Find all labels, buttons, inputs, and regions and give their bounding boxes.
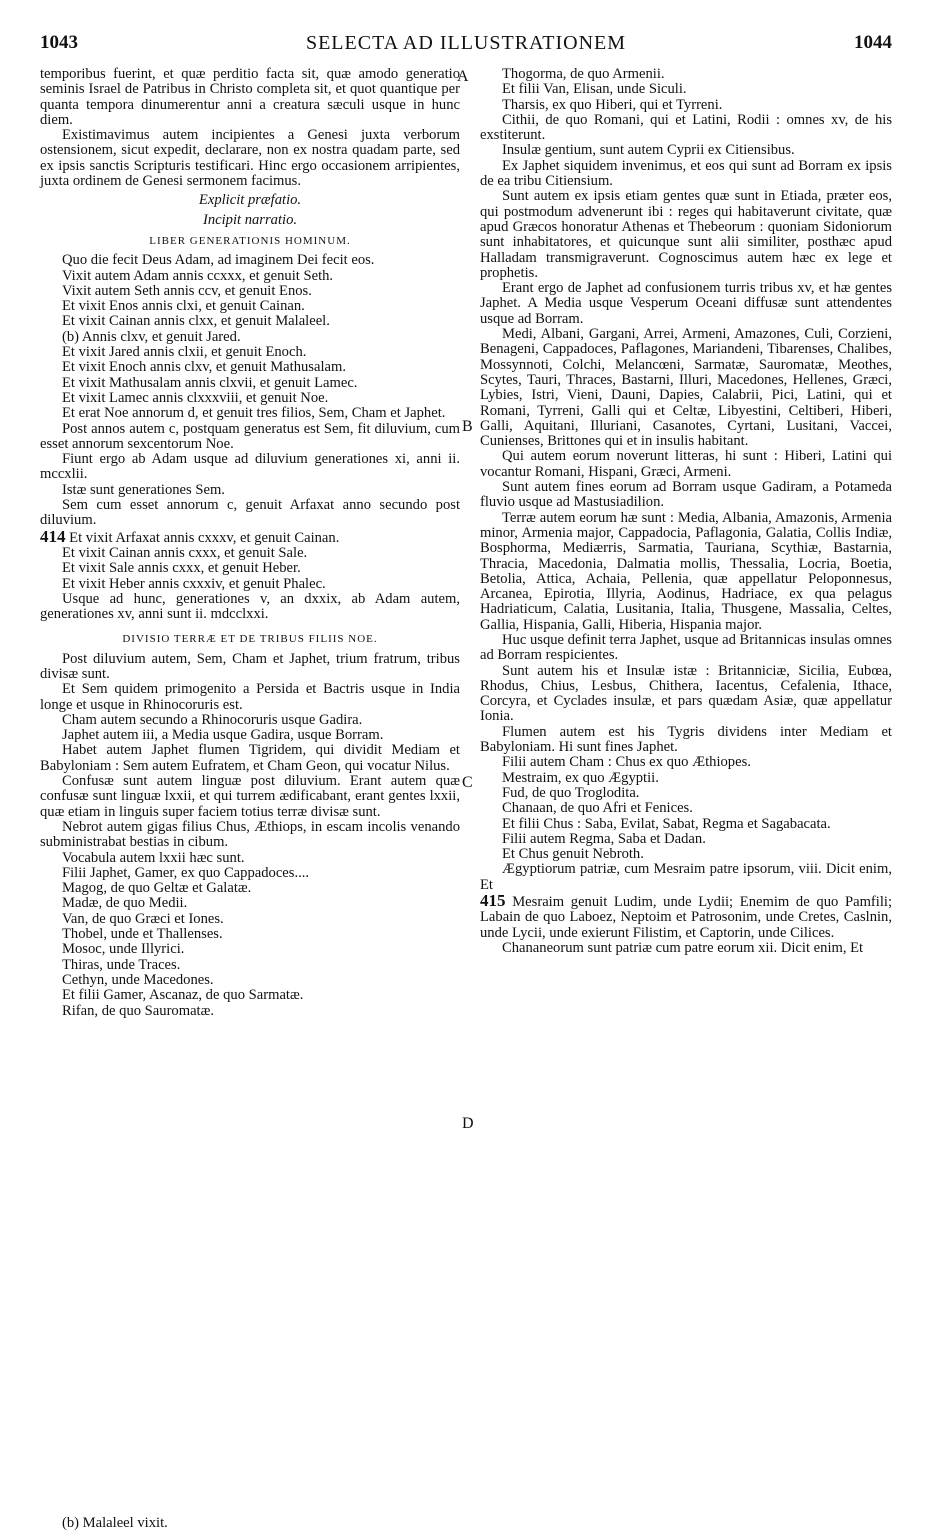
paragraph: Chananeorum sunt patriæ cum patre eorum xii. Dicit enim, Et bbox=[502, 939, 864, 956]
genealogy-line: Post annos autem c, postquam generatus est Sem, fit diluvium, cum esset annorum sexcentorum Noe. bbox=[40, 420, 460, 452]
list-item: Thiras, unde Traces. bbox=[62, 956, 181, 973]
paragraph: Habet autem Japhet flumen Tigridem, qui dividit Mediam et Babyloniam : Sem autem Eufratem, et Cham Geon, qui vocatur Nilus. bbox=[40, 742, 460, 774]
list-item: Rifan, de quo Sauromatæ. bbox=[62, 1002, 214, 1019]
genealogy-line: Et vixit Heber annis cxxxiv, et genuit Phalec. bbox=[62, 575, 326, 592]
section-heading: Incipit narratio. bbox=[202, 211, 298, 228]
paragraph: Cham autem secundo a Rhinocoruris usque Gadira. bbox=[62, 711, 363, 728]
paragraph: Post diluvium autem, Sem, Cham et Japhet, trium fratrum, tribus divisæ sunt. bbox=[40, 650, 460, 682]
section-heading: LIBER GENERATIONIS HOMINUM. bbox=[149, 234, 351, 247]
paragraph: Terræ autem eorum hæ sunt : Media, Albania, Amazonis, Armenia minor, Armenia major, Cappadocia, Paflagonia, Galatia, Collis Indiæ, Bosphorma, Mediærris, Sarmatia, Tauriana, Scythiæ, Bastarnia, Thracia, Macedonia, Dalmatia mollis, Thessalia, Locria, Boetia, Betolia, Attica, Achaia, Pellenia, quæ appellatur Peloponnesus, Arcanea, Epirotia, Illyria, Aodinus, Hadriace, ex qua pelagus Hadriaticum, Calatia, Lusitania, Italia, Thusgene, Massalia, Celtes, Gallia, Hispania, Galli, Hiberia, Hispania major. bbox=[480, 509, 892, 633]
paragraph: Qui autem eorum noverunt litteras, hi sunt : Hiberi, Latini qui vocantur Romani, Hispani, Græci, Armeni. bbox=[480, 448, 892, 480]
page-header bbox=[40, 32, 892, 56]
section-heading: Explicit præfatio. bbox=[198, 192, 302, 209]
list-item: Filii Japhet, Gamer, ex quo Cappadoces.... bbox=[62, 864, 310, 881]
list-item: Filii autem Regma, Saba et Dadan. bbox=[502, 830, 706, 847]
footnote: (b) Malaleel vixit. bbox=[62, 1515, 168, 1531]
page-number-left: 1043 bbox=[40, 32, 78, 53]
list-item: Et filii Van, Elisan, unde Siculi. bbox=[502, 81, 687, 98]
genealogy-line: Sem cum esset annorum c, genuit Arfaxat anno secundo post diluvium. bbox=[40, 497, 460, 529]
paragraph: Cithii, de quo Romani, qui et Latini, Rodii : omnes xv, de his exstiterunt. bbox=[480, 111, 892, 144]
list-item: Van, de quo Græci et Iones. bbox=[62, 910, 224, 927]
left-column bbox=[40, 67, 460, 1019]
genealogy-line: Et vixit Enoch annis clxv, et genuit Mathusalam. bbox=[62, 359, 346, 376]
genealogy-line: Et vixit Sale annis cxxx, et genuit Heber. bbox=[62, 560, 301, 577]
paragraph: Confusæ sunt autem linguæ post diluvium. Erant autem quæ confusæ sunt linguæ lxxii, et qui turrem ædificabant, erant gentes lxxii, quæ etiam in linguis super faciem totius terræ divisæ sunt. bbox=[40, 773, 460, 820]
paragraph: temporibus fuerint, et quæ perditio facta sit, quæ amodo generatio seminis Israel de Patribus in Christo completa sit, et quot quantique per quanta tempora dinumerentur anni a creatura sæculi usque in hunc diem. bbox=[40, 66, 460, 128]
paragraph: Insulæ gentium, sunt autem Cyprii ex Citiensibus. bbox=[502, 142, 795, 159]
genealogy-line: Et vixit Cainan annis clxx, et genuit Malaleel. bbox=[62, 313, 330, 330]
list-item: Thobel, unde et Thallenses. bbox=[62, 926, 223, 943]
margin-number: 414 bbox=[40, 526, 66, 546]
genealogy-line: Et vixit Lamec annis clxxxviii, et genuit Noe. bbox=[62, 389, 329, 406]
list-item: Mestraim, ex quo Ægyptii. bbox=[502, 769, 659, 786]
list-item: Filii autem Cham : Chus ex quo Æthiopes. bbox=[502, 754, 751, 771]
genealogy-line: Et vixit Enos annis clxi, et genuit Cainan. bbox=[62, 298, 305, 315]
genealogy-line: Et vixit Cainan annis cxxx, et genuit Sale. bbox=[62, 544, 308, 561]
margin-letter-d: D bbox=[462, 1115, 474, 1132]
section-heading: DIVISIO TERRÆ ET DE TRIBUS FILIIS NOE. bbox=[122, 633, 378, 646]
paragraph: Ægyptiorum patriæ, cum Mesraim patre ipsorum, viii. Dicit enim, Et bbox=[480, 861, 892, 893]
genealogy-line: Fiunt ergo ab Adam usque ad diluvium generationes xi, anni ii. mccxlii. bbox=[40, 451, 460, 483]
paragraph-text: Mesraim genuit Ludim, unde Lydii; Enemim de quo Pamfili; Labain de quo Laboez, Neptoim et Patrosonim, unde Cretes, Caslnin, unde Lycii, unde exierunt Filistim, et Captorin, unde Cilices. bbox=[480, 894, 892, 941]
list-item: Vocabula autem lxxii hæc sunt. bbox=[62, 849, 245, 866]
list-item: Cethyn, unde Macedones. bbox=[62, 971, 214, 988]
list-item: Magog, de quo Geltæ et Galatæ. bbox=[62, 880, 252, 897]
paragraph: Sunt autem his et Insulæ istæ : Britanniciæ, Sicilia, Eubœa, Rhodus, Chius, Lesbus, Chithera, Iacentus, Cefalenia, Ithace, Corcyra, et Cyclades insulæ, et pars quædam Asiæ, quæ appellatur Ionia. bbox=[480, 662, 892, 725]
paragraph: Nebrot autem gigas filius Chus, Æthiops, in escam incolis venando subministrabat bestias in cibum. bbox=[40, 818, 460, 851]
page-number-right: 1044 bbox=[854, 32, 892, 53]
list-item: Chanaan, de quo Afri et Fenices. bbox=[502, 800, 693, 817]
list-item: Mosoc, unde Illyrici. bbox=[62, 941, 185, 958]
list-item: Et Chus genuit Nebroth. bbox=[502, 846, 644, 863]
margin-number: 415 bbox=[480, 891, 506, 911]
list-item: Thogorma, de quo Armenii. bbox=[502, 66, 665, 82]
genealogy-line: Usque ad hunc, generationes v, an dxxix, ab Adam autem, generationes xv, anni sunt ii. mdcclxxi. bbox=[40, 590, 460, 623]
paragraph: Flumen autem est his Tygris dividens inter Mediam et Babyloniam. Hi sunt fines Japhet. bbox=[480, 723, 892, 756]
paragraph bbox=[480, 893, 892, 941]
paragraph: Ex Japhet siquidem invenimus, et eos qui sunt ad Borram ex ipsis de ea tribu Citiensium. bbox=[480, 157, 892, 190]
genealogy-line: Vixit autem Adam annis ccxxx, et genuit Seth. bbox=[62, 267, 334, 284]
paragraph: Medi, Albani, Gargani, Arrei, Armeni, Amazones, Culi, Corzieni, Benageni, Cappadoces, Paflagones, Mariandeni, Tibarenses, Chalibes, Mossynnoti, Colchi, Melancœni, Sarmatæ, Sauromatæ, Meothes, Scytes, Tauri, Thraces, Bastarni, Illuri, Macedones, Hellenes, Græci, Lybies, Istri, Vieni, Dauni, Dapies, Calabrii, Pici, Latini, qui et Romani, Tyrreni, Galli qui et Celtæ, Libyestini, Celtiberi, Hiberi, Galli, Aquitani, Illuriani, Casanotes, Cyrtani, Lusitani, Vaccei, Cunienses, Brittones qui et in insulis habitant. bbox=[480, 326, 892, 450]
paragraph: Et filii Chus : Saba, Evilat, Sabat, Regma et Sagabacata. bbox=[502, 815, 831, 832]
paragraph: Erant ergo de Japhet ad confusionem turris tribus xv, et hæ gentes Japhet. A Media usque Vesperum Oceani diffusæ sunt attendentes usque ad Borram. bbox=[480, 280, 892, 327]
margin-letter-b: B bbox=[462, 418, 473, 435]
margin-letter-c: C bbox=[462, 774, 473, 791]
list-item: Et filii Gamer, Ascanaz, de quo Sarmatæ. bbox=[62, 987, 304, 1004]
paragraph: Sunt autem fines eorum ad Borram usque Gadiram, a Potameda fluvio usque ad Mastusiadilion. bbox=[480, 479, 892, 511]
margin-letter-a: A bbox=[457, 68, 469, 85]
genealogy-line: Et vixit Jared annis clxii, et genuit Enoch. bbox=[62, 344, 307, 361]
list-item: Tharsis, ex quo Hiberi, qui et Tyrreni. bbox=[502, 96, 723, 113]
paragraph: Japhet autem iii, a Media usque Gadira, usque Borram. bbox=[62, 727, 384, 744]
list-item: Madæ, de quo Medii. bbox=[62, 895, 188, 912]
genealogy-line: Et vixit Mathusalam annis clxvii, et genuit Lamec. bbox=[62, 374, 358, 391]
genealogy-line: Et erat Noe annorum d, et genuit tres filios, Sem, Cham et Japhet. bbox=[62, 405, 446, 422]
genealogy-line bbox=[40, 526, 460, 546]
right-column bbox=[480, 67, 892, 956]
running-title: SELECTA AD ILLUSTRATIONEM bbox=[305, 32, 627, 54]
paragraph: Quo die fecit Deus Adam, ad imaginem Dei fecit eos. bbox=[62, 252, 375, 269]
genealogy-line: (b) Annis clxv, et genuit Jared. bbox=[62, 328, 241, 345]
list-item: Fud, de quo Troglodita. bbox=[502, 784, 640, 801]
paragraph: Et Sem quidem primogenito a Persida et Bactris usque in India longe et usque in Rhinocoruris est. bbox=[40, 681, 460, 713]
paragraph: Existimavimus autem incipientes a Genesi juxta verborum ostensionem, sicut expedit, declarare, non ex nostra quadam parte, sed ex ipsis sanctis Scripturis testificari. Hinc ergo occasionem arripientes, juxta ordinem de Genesi sermonem facimus. bbox=[40, 127, 460, 190]
genealogy-text: Et vixit Arfaxat annis cxxxv, et genuit Cainan. bbox=[69, 529, 340, 546]
paragraph: Huc usque definit terra Japhet, usque ad Britannicas insulas omnes ad Borram respicientes. bbox=[480, 631, 892, 664]
paragraph: Sunt autem ex ipsis etiam gentes quæ sunt in Etiada, præter eos, qui postmodum advenerunt ibi : reges qui habitaverunt civitate, quæ apud Græcos honoratur Athenas et Thebeorum : quoniam Sidoniorum sunt inhabitatores, et quicunque sunt alii similiter, posthæc apud Halladam transmigraverunt. Cognoscimus autem hæc ex lege et prophetis. bbox=[480, 188, 892, 281]
genealogy-line: Vixit autem Seth annis ccv, et genuit Enos. bbox=[62, 282, 312, 299]
genealogy-line: Istæ sunt generationes Sem. bbox=[62, 481, 225, 498]
